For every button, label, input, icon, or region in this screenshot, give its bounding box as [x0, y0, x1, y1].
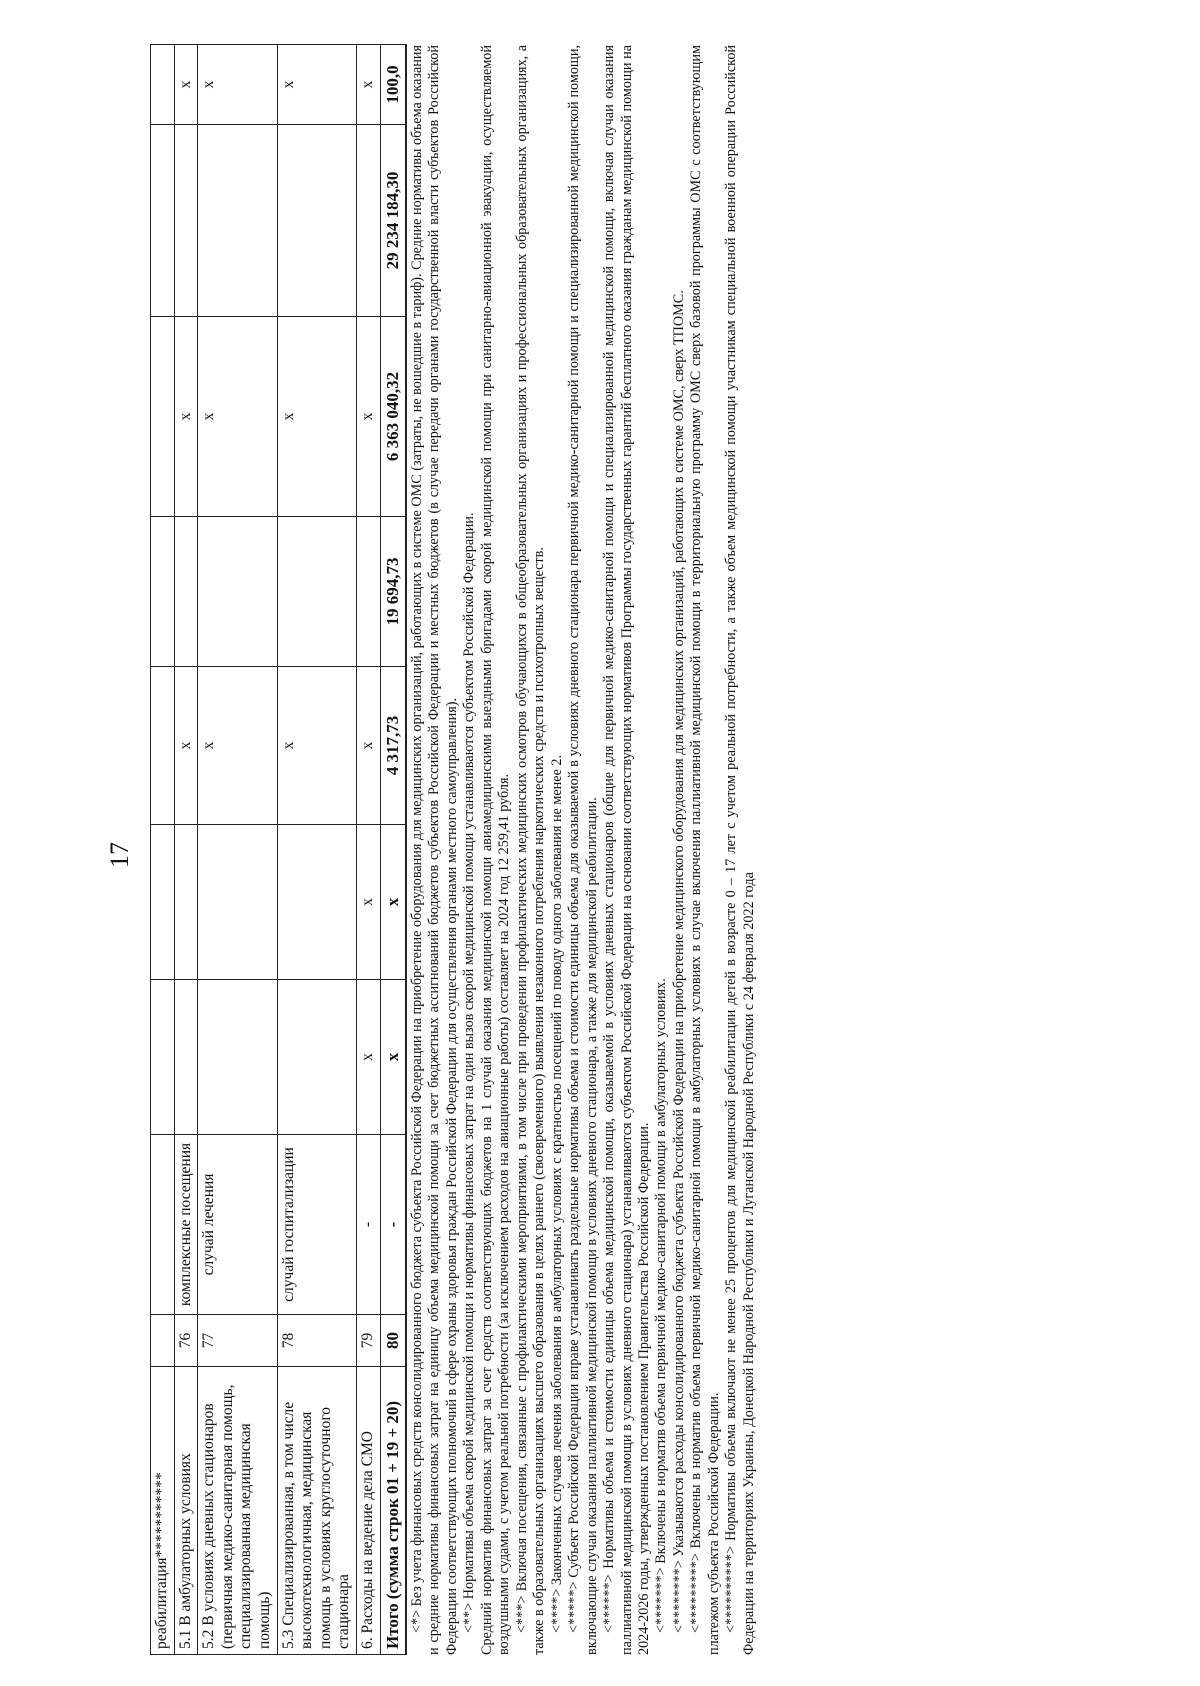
row-label: 5.1 В амбулаторных условиях	[174, 1367, 198, 1655]
row-label: 6. Расходы на ведение дела СМО	[356, 1367, 380, 1655]
row-number: 79	[356, 1315, 380, 1367]
table-cell: 4 317,73	[380, 667, 406, 825]
table-cell	[151, 1135, 175, 1315]
footnote: <*********> Включены в норматив объема первичной медико-санитарной помощи в амбулаторных условиях в случае включения паллиативной медицинской помощи в территориальную программу ОМС сверх базовой программы ОМС с соответствующим платежом субъекта Российской Федерации.	[688, 45, 722, 1655]
table-row	[174, 45, 198, 1655]
table-cell	[151, 317, 175, 517]
table-cell	[174, 125, 198, 317]
table-cell: x	[174, 317, 198, 517]
footnote: <****> Законченных случаев лечения заболевания в амбулаторных условиях с кратностью посещений по поводу одного заболевания не менее 2.	[548, 754, 565, 1633]
footnote: <*> Без учета финансовых средств консолидированного бюджета субъекта Российской Федерации на приобретение оборудования для медицинских организаций, работающих в системе ОМС (затраты, не вошедшие в тариф). Средние нормативы объема оказания и средние нормативы финансовых затрат на единицу объема медицинской помощи за счет бюджетных ассигнований бюджетов субъектов Российской Федерации и местных бюджетов (в случае передачи органами государственной власти субъектов Российской Федерации соответствующих полномочий в сфере охраны здоровья граждан Российской Федерации для осуществления органами местного самоуправления).	[408, 45, 460, 1655]
table-cell	[151, 517, 175, 667]
table-cell: x	[356, 980, 380, 1135]
table-cell: x	[174, 667, 198, 825]
footnote: <**> Нормативы объема скорой медицинской помощи и нормативы финансовых затрат на один вызов скорой медицинской помощи устанавливаются субъектом Российской Федерации.	[461, 512, 478, 1633]
table-cell	[277, 825, 356, 980]
table-cell: 6 363 040,32	[380, 317, 406, 517]
row-number: 78	[277, 1315, 356, 1367]
row-number: 80	[380, 1315, 406, 1367]
row-number: 77	[198, 1315, 277, 1367]
table-cell: x	[277, 667, 356, 825]
footnote: <*****> Субъект Российской Федерации вправе устанавливать раздельные нормативы объема и стоимости единицы объема для оказываемой в условиях дневного стационара первичной медико-санитарной помощи и специализированной медицинской помощи, включающие случаи оказания паллиативной медицинской помощи в условиях дневного стационара, а также для медицинской реабилитации.	[566, 45, 600, 1655]
row-label: 5.3 Специализированная, в том числе высокотехнологичная, медицинская помощь в условиях круглосуточного стационара	[277, 1367, 356, 1655]
footnotes	[409, 45, 758, 1655]
table-cell	[151, 125, 175, 317]
table-cell: x	[198, 45, 277, 125]
table-cell: 29 234 184,30	[380, 125, 406, 317]
row-number	[151, 1315, 175, 1367]
table-cell: случай госпитализации	[277, 1135, 356, 1315]
table-cell: x	[380, 825, 406, 980]
table-cell	[198, 125, 277, 317]
table-row	[151, 45, 175, 1655]
table-cell	[277, 517, 356, 667]
table-cell: x	[198, 667, 277, 825]
table-cell: x	[174, 45, 198, 125]
table-cell: 19 694,73	[380, 517, 406, 667]
table-cell	[198, 517, 277, 667]
table-cell: x	[380, 980, 406, 1135]
table-cell	[174, 517, 198, 667]
table-cell: 100,0	[380, 45, 406, 125]
row-label: реабилитация***********	[151, 1367, 175, 1655]
table-cell	[356, 125, 380, 317]
table-total-row	[380, 45, 406, 1655]
row-label: Итого (сумма строк 01 + 19 + 20)	[380, 1367, 406, 1655]
table-cell	[151, 980, 175, 1135]
table-cell: x	[356, 825, 380, 980]
footnote: <********> Указываются расходы консолидированного бюджета субъекта Российской Федерации на приобретение медицинского оборудования для медицинских организаций, работающих в системе ОМС, сверх ТПОМС.	[670, 290, 687, 1633]
table-cell	[198, 980, 277, 1135]
table-cell: -	[380, 1135, 406, 1315]
table-cell	[198, 825, 277, 980]
table-cell: x	[356, 667, 380, 825]
financing-table	[150, 44, 407, 1655]
table-cell	[151, 825, 175, 980]
table-cell: x	[277, 317, 356, 517]
table-cell: x	[198, 317, 277, 517]
row-label: 5.2 В условиях дневных стационаров (первичная медико-санитарная помощь, специализированная медицинская помощь)	[198, 1367, 277, 1655]
table-row	[198, 45, 277, 1655]
table-row	[277, 45, 356, 1655]
footnote: <******> Нормативы объема и стоимости единицы объема медицинской помощи, оказываемой в условиях дневных стационаров (общие для первичной медико-санитарной помощи и специализированной медицинской помощи, включая случаи оказания паллиативной медицинской помощи в условиях дневного стационара) устанавливаются субъектом Российской Федерации на основании соответствующих нормативов Программы государственных гарантий бесплатного оказания гражданам медицинской помощи на 2024-2026 годы, утвержденных постановлением Правительства Российской Федерации.	[601, 45, 653, 1655]
table-cell	[151, 667, 175, 825]
footnote: <***> Включая посещения, связанные с профилактическими мероприятиями, в том числе при проведении профилактических медицинских осмотров обучающихся в общеобразовательных организациях и профессиональных образовательных организациях, а также в образовательных организациях высшего образования в целях раннего (своевременного) выявления незаконного потребления наркотических средств и психотропных веществ.	[513, 45, 548, 1655]
table-cell: x	[277, 45, 356, 125]
table-cell: случай лечения	[198, 1135, 277, 1315]
table-cell	[277, 125, 356, 317]
table-cell	[356, 517, 380, 667]
table-cell	[151, 45, 175, 125]
table-cell	[174, 980, 198, 1135]
table-row	[356, 45, 380, 1655]
footnote: <**********> Нормативы объема включают не менее 25 процентов для медицинской реабилитации детей в возрасте 0 – 17 лет с учетом реальной потребности, а также объем медицинской помощи участникам специальной военной операции Российской Федерации на территориях Украины, Донецкой Народной Республики и Луганской Народной Республики с 24 февраля 2022 года	[723, 45, 757, 1655]
table-cell: комплексные посещения	[174, 1135, 198, 1315]
row-number: 76	[174, 1315, 198, 1367]
footnote: <*******> Включены в норматив объема первичной медико-санитарной помощи в амбулаторных условиях.	[653, 978, 670, 1633]
table-cell	[174, 825, 198, 980]
footnote: Средний норматив финансовых затрат за счет средств соответствующих бюджетов на 1 случай оказания медицинской помощи авиамедицинскими выездными бригадами скорой медицинской помощи при санитарно-авиационной эвакуации, осуществляемой воздушными судами, с учетом реальной потребности (за исключением расходов на авиационные работы) составляет на 2024 год 12 259,41 рубля.	[478, 45, 513, 1655]
table-cell: -	[356, 1135, 380, 1315]
page-number: 17	[105, 842, 134, 868]
table-cell: x	[356, 317, 380, 517]
table-cell	[277, 980, 356, 1135]
rotated-sheet	[150, 45, 1080, 1655]
table-cell: x	[356, 45, 380, 125]
